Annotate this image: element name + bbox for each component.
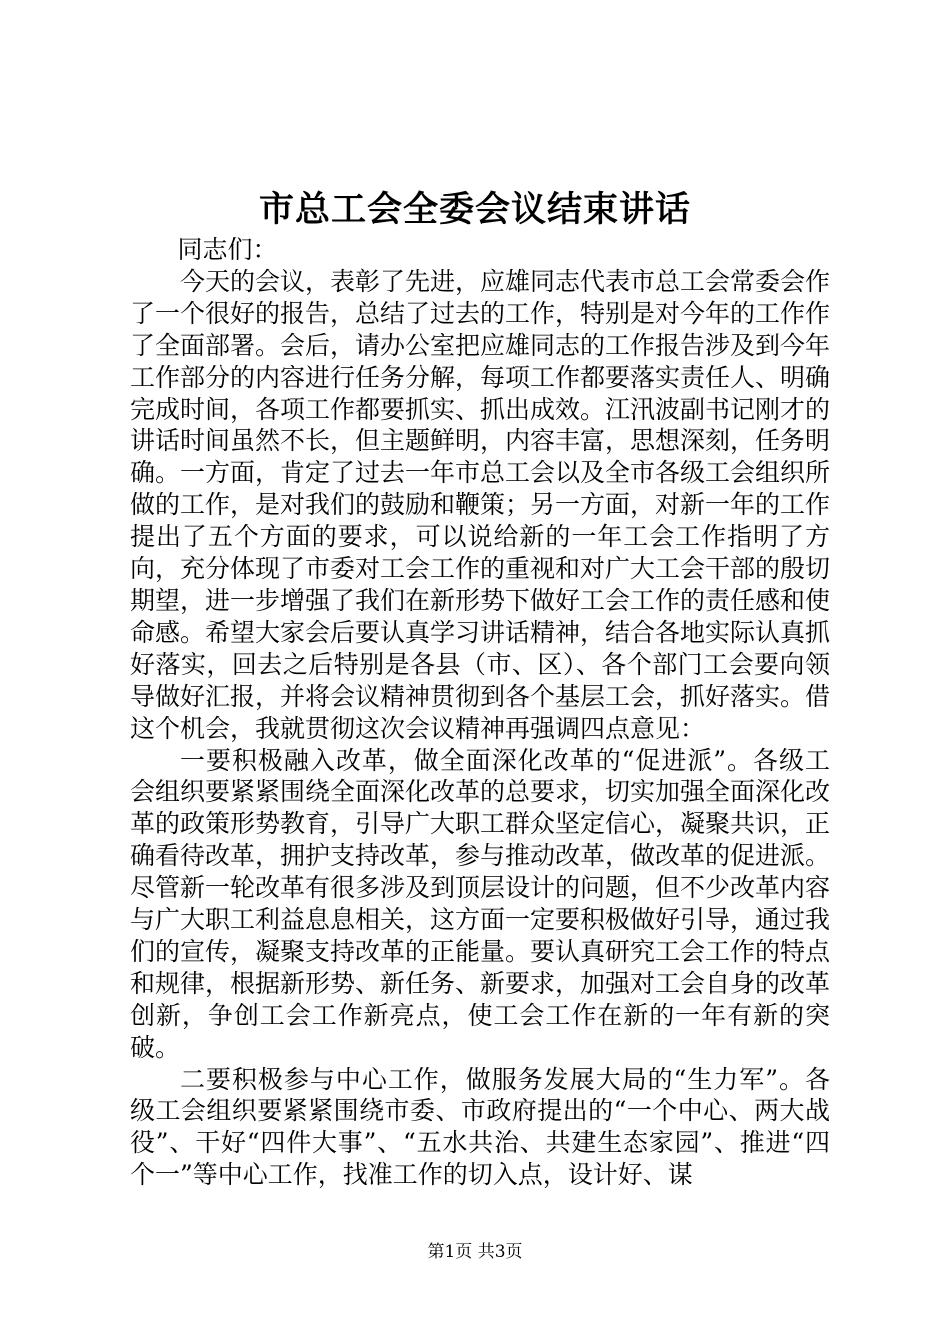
salutation: 同志们： (177, 235, 278, 264)
page-footer: 第1页 共3页 (427, 1242, 523, 1262)
document-body (130, 234, 830, 1191)
paragraph-point-two: 二要积极参与中心工作，做服务发展大局的“生力军”。各级工会组织要紧紧围绕市委、市政府提出的“一个中心、两大战役”、干好“四件大事”、“五水共治、共建生态家园”、推进“四个一”等中心工作，找准工作的切入点，设计好、谋 (130, 1064, 830, 1190)
paragraph-intro: 今天的会议，表彰了先进，应雄同志代表市总工会常委会作了一个很好的报告，总结了过去的工作，特别是对今年的工作作了全面部署。会后，请办公室把应雄同志的工作报告涉及到今年工作部分的内容进行任务分解，每项工作都要落实责任人、明确完成时间，各项工作都要抓实、抓出成效。江汛波副书记刚才的讲话时间虽然不长，但主题鲜明，内容丰富，思想深刻，任务明确。一方面，肯定了过去一年市总工会以及全市各级工会组织所做的工作，是对我们的鼓励和鞭策；另一方面，对新一年的工作提出了五个方面的要求，可以说给新的一年工会工作指明了方向，充分体现了市委对工会工作的重视和对广大工会干部的殷切期望，进一步增强了我们在新形势下做好工会工作的责任感和使命感。希望大家会后要认真学习讲话精神，结合各地实际认真抓好落实，回去之后特别是各县（市、区）、各个部门工会要向领导做好汇报，并将会议精神贯彻到各个基层工会，抓好落实。借这个机会，我就贯彻这次会议精神再强调四点意见： (130, 266, 831, 743)
paragraph-point-one: 一要积极融入改革，做全面深化改革的“促进派”。各级工会组织要紧紧围绕全面深化改革的总要求，切实加强全面深化改革的政策形势教育，引导广大职工群众坚定信心，凝聚共识，正确看待改革，拥护支持改革，参与推动改革，做改革的促进派。尽管新一轮改革有很多涉及到顶层设计的问题，但不少改革内容与广大职工利益息息相关，这方面一定要积极做好引导，通过我们的宣传，凝聚支持改革的正能量。要认真研究工会工作的特点和规律，根据新形势、新任务、新要求，加强对工会自身的改革创新，争创工会工作新亮点，使工会工作在新的一年有新的突破。 (130, 745, 831, 1062)
document-title: 市总工会全委会议结束讲话 (258, 189, 691, 230)
